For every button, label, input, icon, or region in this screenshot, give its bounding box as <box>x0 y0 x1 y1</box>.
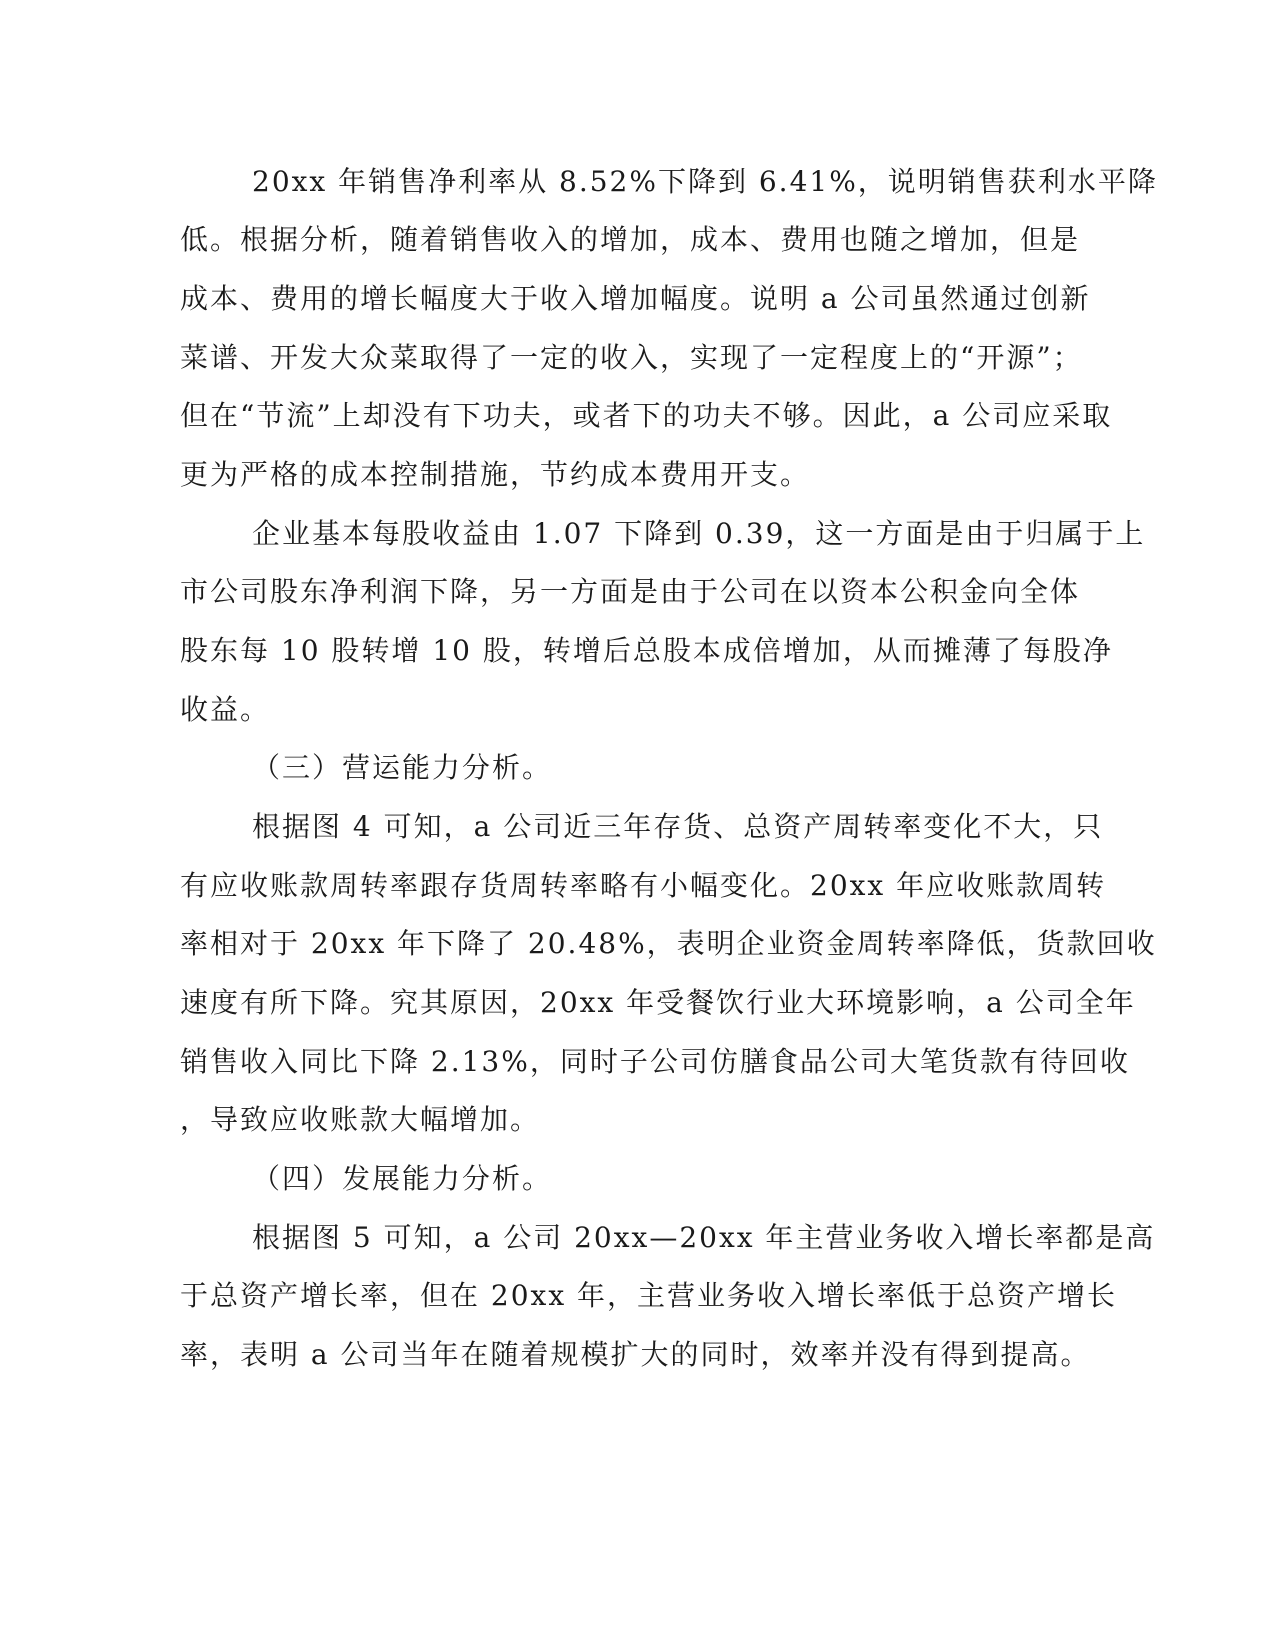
text-line: 根据图 4 可知，a 公司近三年存货、总资产周转率变化不大，只 <box>252 810 1104 843</box>
section-heading: （三）营运能力分析。 <box>252 751 553 784</box>
text-line: 菜谱、开发大众菜取得了一定的收入，实现了一定程度上的“开源”； <box>180 341 1083 374</box>
text-line: 更为严格的成本控制措施，节约成本费用开支。 <box>180 458 811 491</box>
text-line: 市公司股东净利润下降，另一方面是由于公司在以资本公积金向全体 <box>180 575 1081 608</box>
text-line: 速度有所下降。究其原因，20xx 年受餐饮行业大环境影响，a 公司全年 <box>180 986 1136 1019</box>
text-line: 有应收账款周转率跟存货周转率略有小幅变化。20xx 年应收账款周转 <box>180 869 1107 902</box>
section-heading: （四）发展能力分析。 <box>252 1162 553 1195</box>
text-line: ，导致应收账款大幅增加。 <box>180 1103 541 1136</box>
text-line: 成本、费用的增长幅度大于收入增加幅度。说明 a 公司虽然通过创新 <box>180 282 1091 315</box>
text-line: 股东每 10 股转增 10 股，转增后总股本成倍增加，从而摊薄了每股净 <box>180 634 1113 667</box>
text-line: 收益。 <box>180 693 271 726</box>
text-line: 于总资产增长率，但在 20xx 年，主营业务收入增长率低于总资产增长 <box>180 1279 1118 1312</box>
text-line: 率，表明 a 公司当年在随着规模扩大的同时，效率并没有得到提高。 <box>180 1338 1091 1371</box>
text-line: 率相对于 20xx 年下降了 20.48%，表明企业资金周转率降低，货款回收 <box>180 927 1157 960</box>
text-line: 20xx 年销售净利率从 8.52%下降到 6.41%，说明销售获利水平降 <box>252 165 1158 198</box>
text-line: 但在“节流”上却没有下功夫，或者下的功夫不够。因此，a 公司应采取 <box>180 399 1113 432</box>
text-line: 低。根据分析，随着销售收入的增加，成本、费用也随之增加，但是 <box>180 223 1081 256</box>
text-line: 企业基本每股收益由 1.07 下降到 0.39，这一方面是由于归属于上 <box>252 517 1146 550</box>
text-line: 根据图 5 可知，a 公司 20xx—20xx 年主营业务收入增长率都是高 <box>252 1221 1156 1254</box>
text-line: 销售收入同比下降 2.13%，同时子公司仿膳食品公司大笔货款有待回收 <box>180 1045 1130 1078</box>
